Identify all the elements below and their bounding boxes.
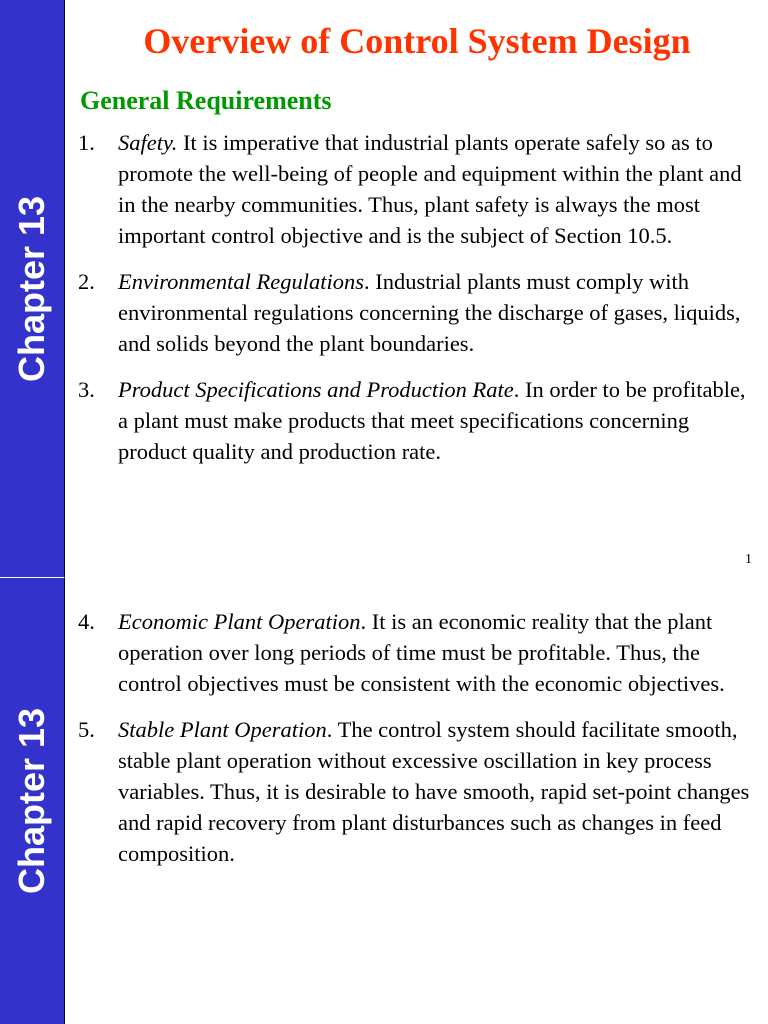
requirements-list [78,606,758,884]
requirement-item [78,714,758,869]
requirement-item [78,127,758,251]
item-text: . It is an economic reality that the plant operation over long periods of time must be profitable. Thus, the control objectives must be consistent with the economic objectives. [118,609,725,696]
item-number: 3. [78,377,95,402]
chapter-label: Chapter 13 [11,195,52,382]
page-number: 1 [745,552,752,567]
section-heading: General Requirements [80,86,332,115]
requirements-list [78,127,758,482]
item-number: 2. [78,269,95,294]
slide-title: Overview of Control System Design [143,21,691,61]
item-number: 1. [78,130,95,155]
item-term: Safety. [118,130,178,155]
item-term: Environmental Regulations [118,269,365,294]
requirement-item [78,266,758,359]
item-text: . Industrial plants must comply with environmental regulations concerning the discharge of gases, liquids, and solids beyond the plant boundaries. [118,269,741,356]
item-text: . In order to be profitable, a plant must make products that meet specifications concerning product quality and production rate. [118,377,746,464]
item-text: . The control system should facilitate smooth, stable plant operation without excessive oscillation in key process variables. Thus, it is desirable to have smooth, rapid set-point changes and rapid recovery from plant disturbances such as changes in feed composition. [118,717,750,866]
requirement-item [78,374,758,467]
item-term: Stable Plant Operation [118,717,327,742]
requirement-item [78,606,758,699]
item-number: 5. [78,717,95,742]
chapter-sidebar [0,0,65,577]
chapter-label: Chapter 13 [11,707,52,895]
chapter-sidebar [0,577,65,1024]
item-term: Economic Plant Operation [118,609,361,634]
item-term: Product Specifications and Production Rate [118,377,514,402]
item-number: 4. [78,609,95,634]
item-text: It is imperative that industrial plants operate safely so as to promote the well-being of people and equipment within the plant and in the nearby communities. Thus, plant safety is always the most important control objective and is the subject of Section 10.5. [118,130,742,248]
